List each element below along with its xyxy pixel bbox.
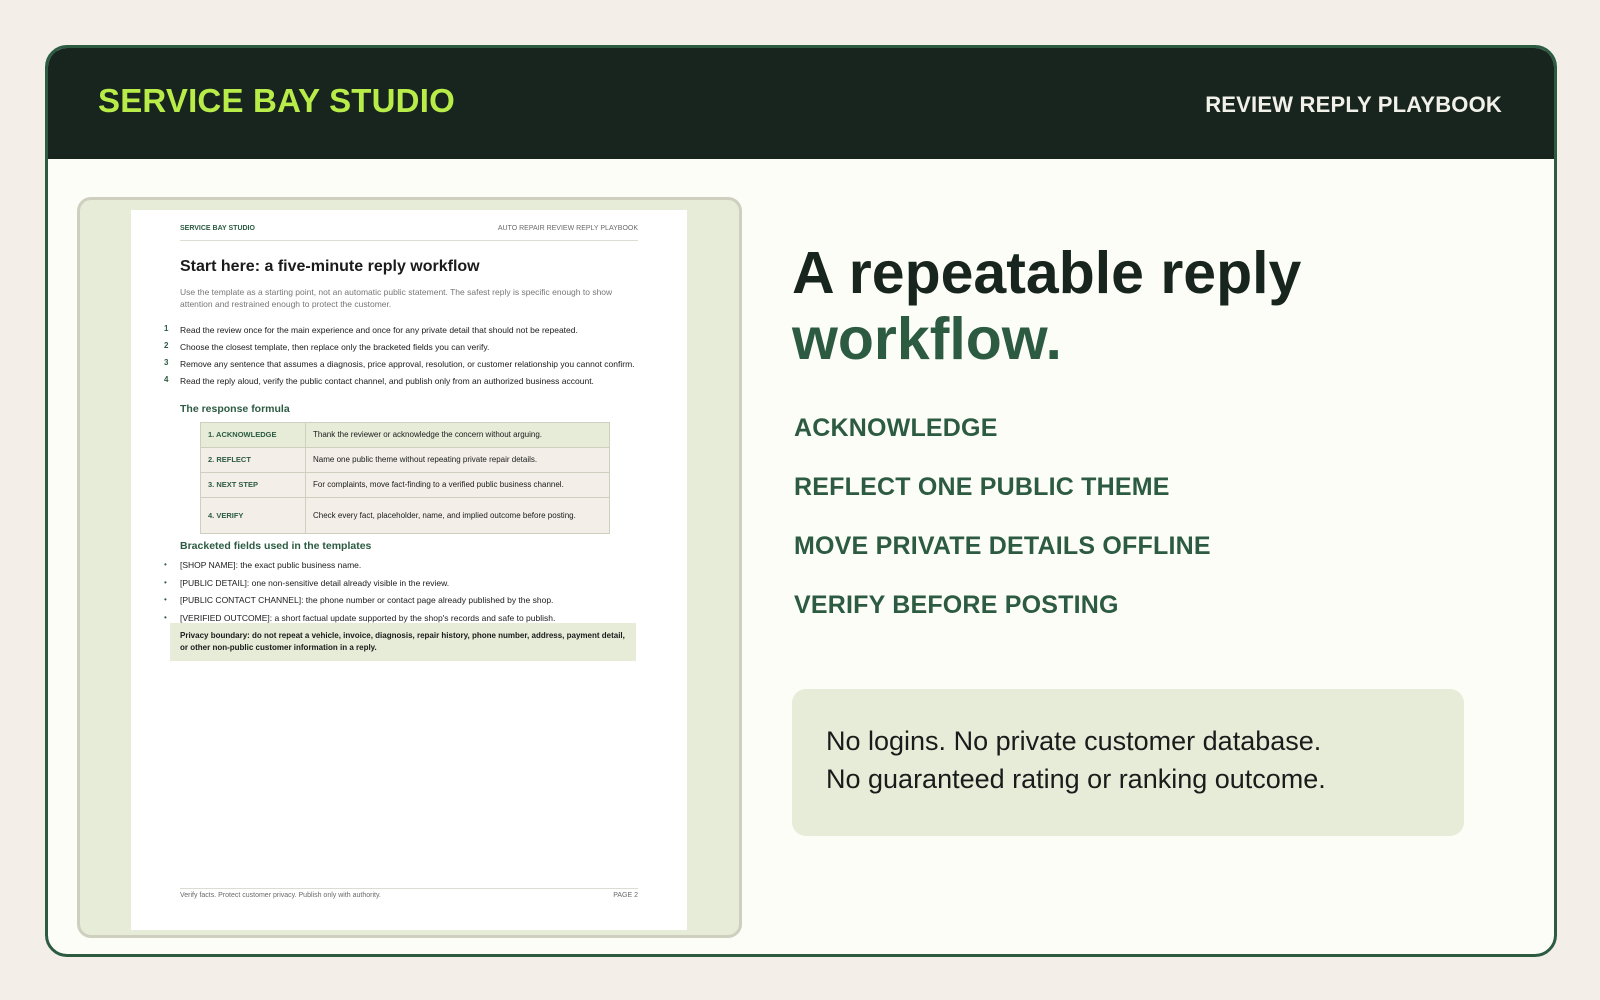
table-row (201, 473, 610, 498)
bracketed-fields-list (180, 559, 640, 629)
step-number: 3 (164, 358, 169, 367)
workflow-steps (164, 324, 640, 392)
formula-text: Check every fact, placeholder, name, and implied outcome before posting. (306, 498, 610, 534)
privacy-boundary-note: Privacy boundary: do not repeat a vehicle, invoice, diagnosis, repair history, phone number, address, payment detail, or other non-public customer information in a reply. (170, 623, 636, 661)
list-item: • [PUBLIC DETAIL]: one non-sensitive detail already visible in the review. (180, 577, 640, 589)
step-number: 1 (164, 324, 169, 333)
document-title: Start here: a five-minute reply workflow (180, 258, 480, 275)
formula-text: For complaints, move fact-finding to a verified public business channel. (306, 473, 610, 498)
fields-heading: Bracketed fields used in the templates (180, 540, 372, 552)
slide-headline (792, 240, 1301, 372)
pillar-item: ACKNOWLEDGE (794, 414, 998, 442)
formula-key: 3. NEXT STEP (201, 473, 306, 498)
slide-card (45, 45, 1557, 957)
step-text: Remove any sentence that assumes a diagnosis, price approval, resolution, or customer relationship you cannot confirm. (180, 359, 635, 369)
list-item (164, 341, 640, 353)
table-row (201, 448, 610, 473)
formula-key: 2. REFLECT (201, 448, 306, 473)
footer-rule (180, 888, 638, 889)
disclaimer-note (792, 689, 1464, 836)
step-number: 4 (164, 375, 169, 384)
header-title: REVIEW REPLY PLAYBOOK (1205, 92, 1502, 117)
header-rule (180, 240, 638, 241)
headline-line-2: workflow. (792, 306, 1062, 372)
list-item (164, 375, 640, 387)
pillar-item: REFLECT ONE PUBLIC THEME (794, 473, 1170, 501)
step-number: 2 (164, 341, 169, 350)
pillar-item: VERIFY BEFORE POSTING (794, 591, 1119, 619)
table-row (201, 498, 610, 534)
brand-name: SERVICE BAY STUDIO (98, 82, 455, 119)
formula-text: Name one public theme without repeating private repair details. (306, 448, 610, 473)
formula-key: 1. ACKNOWLEDGE (201, 423, 306, 448)
workflow-pillars (794, 413, 1211, 649)
response-formula-table (200, 422, 610, 534)
note-line-1: No logins. No private customer database. (826, 726, 1322, 756)
list-item: • [SHOP NAME]: the exact public business name. (180, 559, 640, 571)
formula-key: 4. VERIFY (201, 498, 306, 534)
step-text: Read the reply aloud, verify the public contact channel, and publish only from an authorized business account. (180, 376, 594, 386)
formula-text: Thank the reviewer or acknowledge the concern without arguing. (306, 423, 610, 448)
page-number: PAGE 2 (613, 892, 638, 899)
list-item (164, 358, 640, 370)
list-item (164, 324, 640, 336)
header-bar (48, 48, 1554, 159)
headline-line-1: A repeatable reply (792, 240, 1302, 306)
running-header-right: AUTO REPAIR REVIEW REPLY PLAYBOOK (497, 225, 638, 232)
note-line-2: No guaranteed rating or ranking outcome. (826, 764, 1326, 794)
document-footer-left: Verify facts. Protect customer privacy. Publish only with authority. (180, 892, 381, 899)
step-text: Choose the closest template, then replace only the bracketed fields you can verify. (180, 342, 490, 352)
list-item: • [VERIFIED OUTCOME]: a short factual update supported by the shop's records and safe to publish. (180, 612, 640, 624)
running-header-left: SERVICE BAY STUDIO (180, 225, 255, 232)
document-preview (77, 197, 742, 938)
document-page (131, 210, 687, 930)
document-intro: Use the template as a starting point, not an automatic public statement. The safest reply is specific enough to show attention and restrained enough to protect the customer. (180, 287, 613, 309)
pillar-item: MOVE PRIVATE DETAILS OFFLINE (794, 532, 1211, 560)
table-row (201, 423, 610, 448)
list-item: • [PUBLIC CONTACT CHANNEL]: the phone number or contact page already published by the shop. (180, 594, 640, 606)
step-text: Read the review once for the main experience and once for any private detail that should not be repeated. (180, 325, 578, 335)
formula-heading: The response formula (180, 403, 290, 415)
